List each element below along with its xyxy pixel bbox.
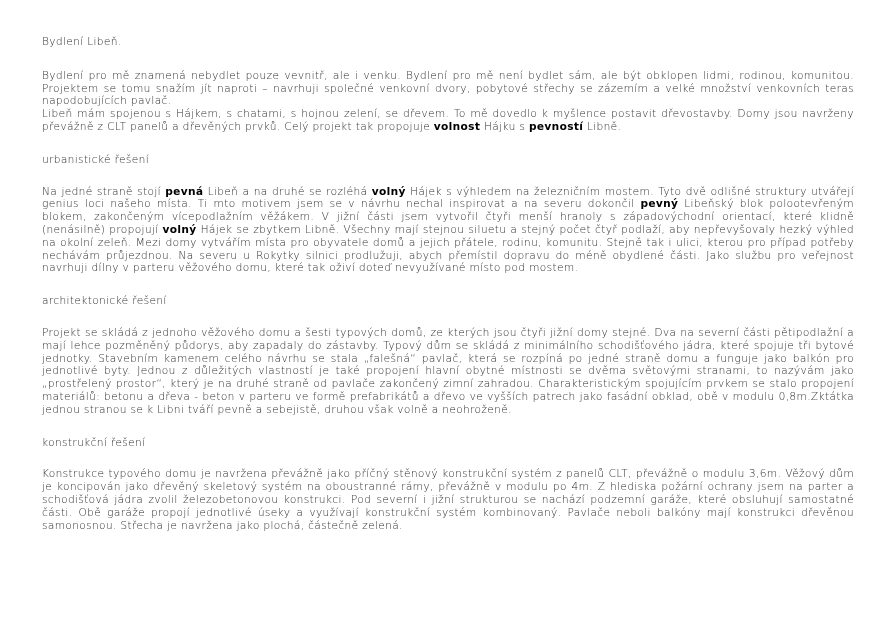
emphasis-volnost: volnost xyxy=(433,120,481,133)
document-page xyxy=(42,36,854,532)
urban-paragraph xyxy=(42,186,854,276)
urban-text-2: Libeň a na druhé se rozléhá xyxy=(203,185,372,198)
urban-text-1: Na jedné straně stojí xyxy=(42,185,166,198)
constr-heading: konstrukční řešení xyxy=(42,436,146,449)
intro-paragraph-2 xyxy=(42,108,854,134)
intro-text-c: Hájku s xyxy=(480,120,529,133)
document-title: Bydlení Libeň. xyxy=(42,36,122,48)
urban-heading: urbanistické řešení xyxy=(42,153,150,166)
emphasis-volny: volný xyxy=(371,185,406,198)
urban-text-5: Hájek se zbytkem Libně. Všechny mají stejnou siluetu a stejný počet čtyř podlaží, aby nepřevyšovaly hezký výhled na okolní zeleň. Mezi domy vytvářím místa pro obyvatele domů a jejich přátele, rodinu, komunitu. Stejně tak i ulici, kterou pro případ potřeby nechávám průjezdnou. Na severu u Rokytky silnici prodlužuji, abych přemístil dopravu do méně obydlené části. Jako službu pro veřejnost navrhuji dílny v parteru věžového domu, které tak oživí doteď nevyužívané místo pod mostem. xyxy=(42,223,855,275)
emphasis-volny-2: volný xyxy=(162,223,197,236)
arch-heading: architektonické řešení xyxy=(42,295,167,308)
intro-paragraph-1: Bydlení pro mě znamená nebydlet pouze vevnitř, ale i venku. Bydlení pro mě není bydlet sám, ale být obklopen lidmi, rodinou, komunitou. Projektem se tomu snažím jít naproti – navrhuji společné venkovní dvory, pobytové střechy se zázemím a velké množství venkovních teras napodobujících pavlač. xyxy=(42,69,854,108)
emphasis-pevnosti: pevností xyxy=(528,120,584,133)
intro-text-d: Libně. xyxy=(583,120,622,133)
constr-paragraph: Konstrukce typového domu je navržena převážně jako příčný stěnový konstrukční systém z panelů CLT, převážně o modulu 3,6m. Věžový dům je koncipován jako dřevěný skeletový systém na oboustranné rámy, převážně v modulu po 4m. Z hlediska požární ochrany jsem na parter a schodišťová jádra zvolil železobetonovou konstrukci. Pod severní i jižní strukturou se nachází podzemní garáže, které obsluhují samostatné části. Obě garáže propojí jednotlivé úseky a využívají konstrukční systém kombinovaný. Pavlače neboli balkóny mají konstrukci dřevěnou samonosnou. Střecha je navržena jako plochá, částečně zelená. xyxy=(42,468,854,532)
intro-text-a: Libeň mám spojenou s Hájkem, s chatami, s hojnou zelení, se dřevem. To mě dovedlo k myšlence postavit dřevostavby. Domy jsou navrženy převážně z CLT panelů a dřevěných prvků. Celý projekt tak propojuje xyxy=(42,108,854,133)
urban-text-4: Libeňský blok polootevřeným blokem, zakončeným vícepodlažním věžákem. V jižní části jsem vytvořil čtyři menší hranoly s západovýchodní orientací, které klidně (nenásilně) propojují xyxy=(42,198,854,236)
emphasis-pevny: pevný xyxy=(640,198,679,211)
urban-text-3: Hájek s výhledem na železničním mostem. Tyto dvě odlišné struktury utvářejí genius loci našeho místa. Ti mto motivem jsem se v návrhu nechal inspirovat a na severu dokončil xyxy=(42,185,855,211)
arch-paragraph: Projekt se skládá z jednoho věžového domu a šesti typových domů, ze kterých jsou čtyři jižní domy stejné. Dva na severní části pětipodlažní a mají lehce pozměněný půdorys, aby zapadaly do zástavby. Typový dům se skládá z minimálního schodišťového jádra, které spojuje tři bytové jednotky. Stavebním kamenem celého návrhu se stala „falešná“ pavlač, která se rozpíná po jedné straně domu a funguje jako balkón pro jednotlivé byty. Jednou z důležitých vlastností je také propojení hlavní obytné místnosti se dvěma světovými stranami, to nazývám jako „prostřelený prostor“, který je na druhé straně od pavlače zakončený zimní zahradou. Charakteristickým spojujícím prvkem se stalo propojení materiálů: betonu a dřeva - beton v parteru ve formě prefabrikátů a dřevo ve vyšších patrech jako fasádní obklad, obě v modulu 0,8m.Zktátka jednou stranou se k Libni tváří pevně a sebejistě, druhou však volně a neohroženě. xyxy=(42,326,854,416)
emphasis-pevna: pevná xyxy=(165,185,204,198)
